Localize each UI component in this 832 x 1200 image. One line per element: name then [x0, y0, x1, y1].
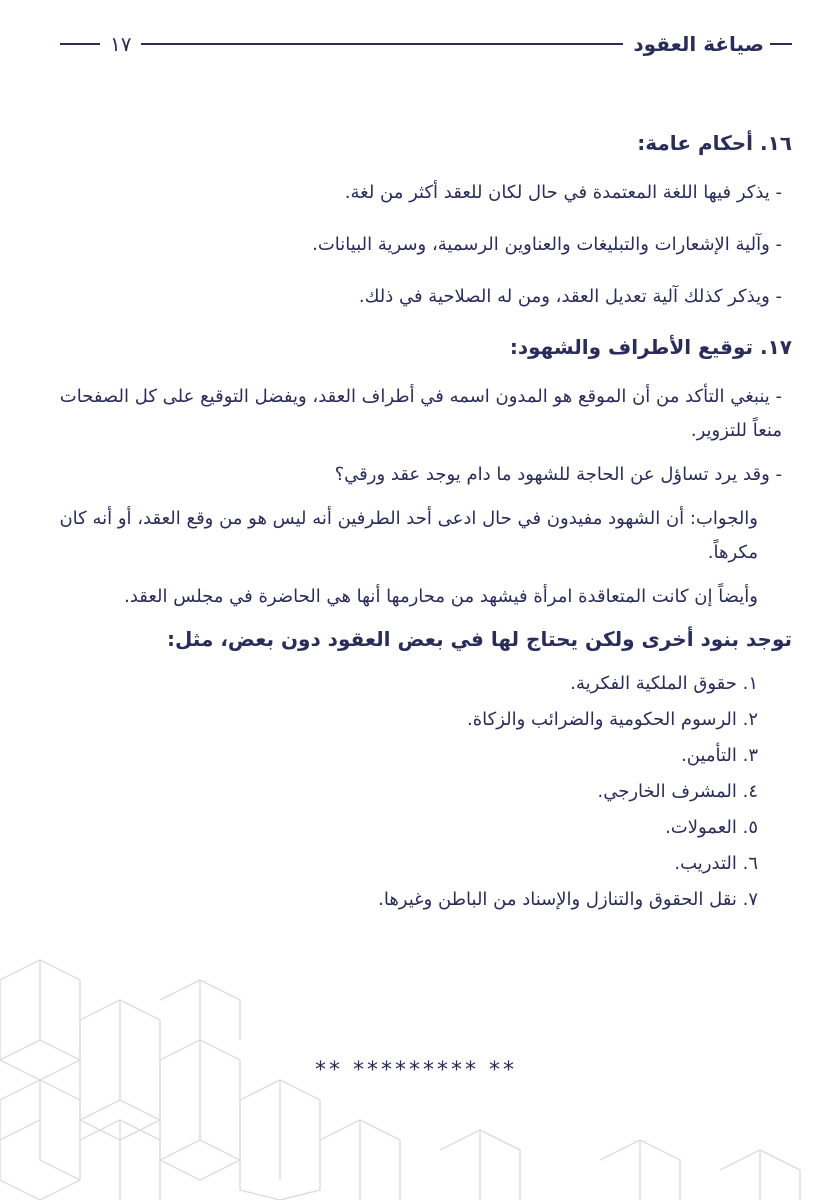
list-item: ٣. التأمين.: [680, 745, 758, 766]
other-clauses-list: [40, 666, 792, 918]
section-separator: ** ********* **: [315, 1058, 517, 1083]
header-rule-start: [770, 43, 792, 45]
section-16-item: - وآلية الإشعارات والتبليغات والعناوين الرسمية، وسرية البيانات.: [312, 234, 782, 255]
section-17-also: وأيضاً إن كانت المتعاقدة امرأة فيشهد من محارمها أنها هي الحاضرة في مجلس العقد.: [124, 586, 758, 607]
section-16-heading: ١٦. أحكام عامة:: [637, 131, 792, 155]
section-17-answer: والجواب: أن الشهود مفيدون في حال ادعى أحد الطرفين أنه ليس هو من وقع العقد، أو أنه كان مكرهاً.: [59, 508, 758, 563]
list-item: ١. حقوق الملكية الفكرية.: [570, 673, 758, 694]
list-item: ٧. نقل الحقوق والتنازل والإسناد من الباطن وغيرها.: [378, 889, 758, 910]
section-17-heading: ١٧. توقيع الأطراف والشهود:: [509, 335, 792, 359]
list-item: ٦. التدريب.: [674, 853, 758, 874]
page-header: [60, 28, 792, 60]
list-item: ٢. الرسوم الحكومية والضرائب والزكاة.: [466, 709, 758, 730]
header-rule-end: [60, 43, 100, 45]
other-clauses-heading: توجد بنود أخرى ولكن يحتاج لها في بعض العقود دون بعض، مثل:: [166, 627, 792, 651]
header-rule: [141, 43, 623, 45]
section-17-item: - ينبغي التأكد من أن الموقع هو المدون اسمه في أطراف العقد، ويفضل التوقيع على كل الصفحات منعاً للتزوير.: [59, 386, 782, 441]
page-number: ١٧: [110, 32, 132, 56]
list-item: ٥. العمولات.: [665, 817, 758, 838]
list-item: ٤. المشرف الخارجي.: [597, 781, 758, 802]
section-17-item: - وقد يرد تساؤل عن الحاجة للشهود ما دام يوجد عقد ورقي؟: [334, 464, 782, 485]
page-body: [40, 128, 792, 918]
section-16-item: - يذكر فيها اللغة المعتمدة في حال لكان للعقد أكثر من لغة.: [344, 182, 782, 203]
section-16-item: - ويذكر كذلك آلية تعديل العقد، ومن له الصلاحية في ذلك.: [358, 286, 782, 307]
book-title: صياغة العقود: [633, 32, 764, 56]
